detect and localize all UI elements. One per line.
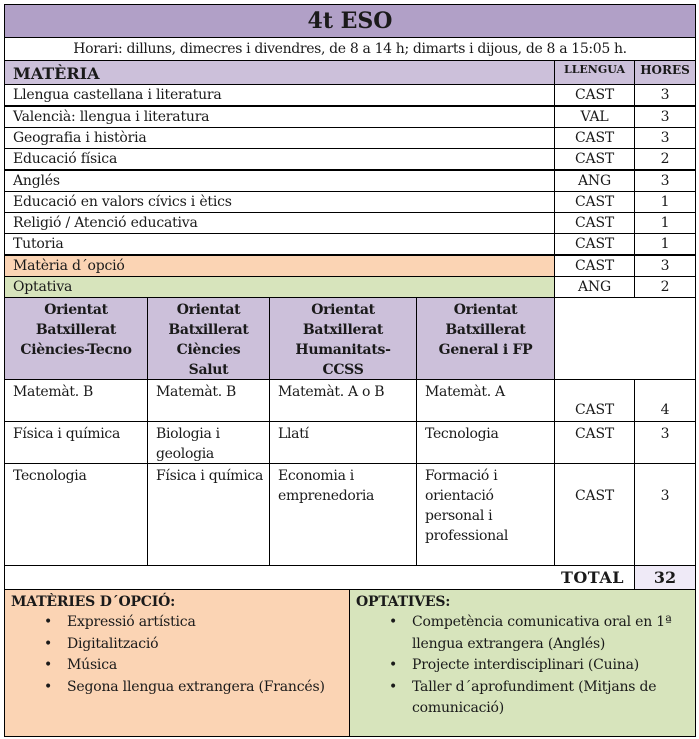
orientation-cell: Matemàt. A <box>416 379 555 422</box>
optatives-list <box>356 612 689 720</box>
orientation-header-line: Humanitats- <box>295 342 391 358</box>
subject-llengua: CAST <box>554 84 635 106</box>
orientation-cell: Matemàt. A o B <box>269 379 417 422</box>
list-item <box>11 655 343 677</box>
subject-llengua: CAST <box>554 233 635 255</box>
orientation-header <box>269 297 417 380</box>
orientation-cell: Tecnologia <box>4 463 148 566</box>
orientation-llengua: CAST <box>554 421 635 464</box>
optatives-box <box>349 589 696 737</box>
subject-name: Anglés <box>4 170 555 192</box>
total-value: 32 <box>634 565 696 590</box>
orientation-header-line: Batxillerat <box>168 322 249 338</box>
optatives-title: OPTATIVES: <box>356 594 451 610</box>
orientation-cell: Física i química <box>147 463 270 566</box>
list-item <box>356 677 689 720</box>
subject-name: Educació en valors cívics i ètics <box>4 191 555 213</box>
list-item <box>11 634 343 656</box>
subject-hores: 1 <box>634 191 696 213</box>
header-llengua: LLENGUA <box>554 60 635 85</box>
subject-hores: 3 <box>634 106 696 128</box>
subject-hores: 3 <box>634 170 696 192</box>
subject-hores: 3 <box>634 127 696 149</box>
header-hores: HORES <box>634 60 696 85</box>
orientation-hores: 4 <box>634 379 696 422</box>
orientation-header-line: Ciències <box>176 342 241 358</box>
subject-hores: 3 <box>634 255 696 277</box>
orientation-header-line: CCSS <box>322 362 364 378</box>
list-item-text: Expressió artística <box>67 614 196 630</box>
list-item <box>356 612 689 655</box>
orientation-header-line: Orientat <box>44 302 108 318</box>
subject-llengua: CAST <box>554 148 635 170</box>
materies-opcio-box <box>4 589 350 737</box>
subject-name: Educació física <box>4 148 555 170</box>
orientation-header <box>416 297 555 380</box>
orientation-cell: Matemàt. B <box>4 379 148 422</box>
list-item <box>11 612 343 634</box>
orientation-header-line: Batxillerat <box>445 322 526 338</box>
bullet-icon: • <box>389 678 398 695</box>
orientation-header-line: Orientat <box>311 302 375 318</box>
orientation-cell: Física i química <box>4 421 148 464</box>
list-item <box>356 655 689 677</box>
orientation-cell: Llatí <box>269 421 417 464</box>
subject-llengua: ANG <box>554 276 635 298</box>
bullet-icon: • <box>389 657 398 673</box>
subject-llengua: ANG <box>554 170 635 192</box>
bullet-icon: • <box>44 635 53 652</box>
materies-opcio-list <box>11 612 343 698</box>
subject-name: Llengua castellana i literatura <box>4 84 555 106</box>
orientation-llengua: CAST <box>554 379 635 422</box>
bullet-icon: • <box>44 678 53 695</box>
orientation-empty-cell <box>554 297 696 380</box>
orientation-header <box>147 297 270 380</box>
orientation-header <box>4 297 148 380</box>
subject-hores: 2 <box>634 276 696 298</box>
subject-name: Matèria d´opció <box>4 255 555 277</box>
orientation-header-line: Orientat <box>176 302 241 318</box>
orientation-cell: Matemàt. B <box>147 379 270 422</box>
orientation-llengua: CAST <box>554 463 635 566</box>
subject-llengua: VAL <box>554 106 635 128</box>
orientation-header-line: General i FP <box>438 342 533 358</box>
schedule-text: Horari: dilluns, dimecres i divendres, de 8 a 14 h; dimarts i dijous, de 8 a 15:05 h. <box>4 37 696 61</box>
orientation-cell: Formació i orientació personal i professional <box>416 463 555 566</box>
subject-name: Valencià: llengua i literatura <box>4 106 555 128</box>
subject-name: Tutoria <box>4 233 555 255</box>
subject-llengua: CAST <box>554 255 635 277</box>
list-item-text: Digitalització <box>67 635 159 652</box>
subject-name: Optativa <box>4 276 555 298</box>
subject-hores: 2 <box>634 148 696 170</box>
orientation-cell: Tecnologia <box>416 421 555 464</box>
header-materia: MATÈRIA <box>4 60 555 85</box>
list-item-text: Competència comunicativa oral en 1ª llengua extrangera (Anglés) <box>412 614 672 652</box>
list-item <box>11 677 343 699</box>
orientation-hores: 3 <box>634 463 696 566</box>
subject-hores: 3 <box>634 84 696 106</box>
orientation-cell: Economia i emprenedoria <box>269 463 417 566</box>
orientation-header-line: Orientat <box>453 302 518 318</box>
page-title: 4t ESO <box>4 4 696 38</box>
list-item-text: Taller d´aprofundiment (Mitjans de comunicació) <box>412 678 657 716</box>
subject-llengua: CAST <box>554 127 635 149</box>
materies-opcio-title: MATÈRIES D´OPCIÓ: <box>11 594 176 610</box>
subject-hores: 1 <box>634 212 696 234</box>
list-item-text: Música <box>67 657 118 673</box>
list-item-text: Segona llengua extrangera (Francés) <box>67 678 325 695</box>
bullet-icon: • <box>44 657 53 673</box>
orientation-cell: Biologia i geologia <box>147 421 270 464</box>
list-item-text: Projecte interdisciplinari (Cuina) <box>412 657 640 673</box>
orientation-header-line: Batxillerat <box>302 322 384 338</box>
total-label: TOTAL <box>4 565 635 590</box>
orientation-hores: 3 <box>634 421 696 464</box>
subject-hores: 1 <box>634 233 696 255</box>
subject-llengua: CAST <box>554 212 635 234</box>
orientation-header-line: Ciències-Tecno <box>20 342 132 358</box>
subject-llengua: CAST <box>554 191 635 213</box>
orientation-header-line: Batxillerat <box>35 322 117 338</box>
subject-name: Geografia i història <box>4 127 555 149</box>
subject-name: Religió / Atenció educativa <box>4 212 555 234</box>
bullet-icon: • <box>44 614 53 630</box>
orientation-header-line: Salut <box>188 362 229 378</box>
bullet-icon: • <box>389 614 398 630</box>
